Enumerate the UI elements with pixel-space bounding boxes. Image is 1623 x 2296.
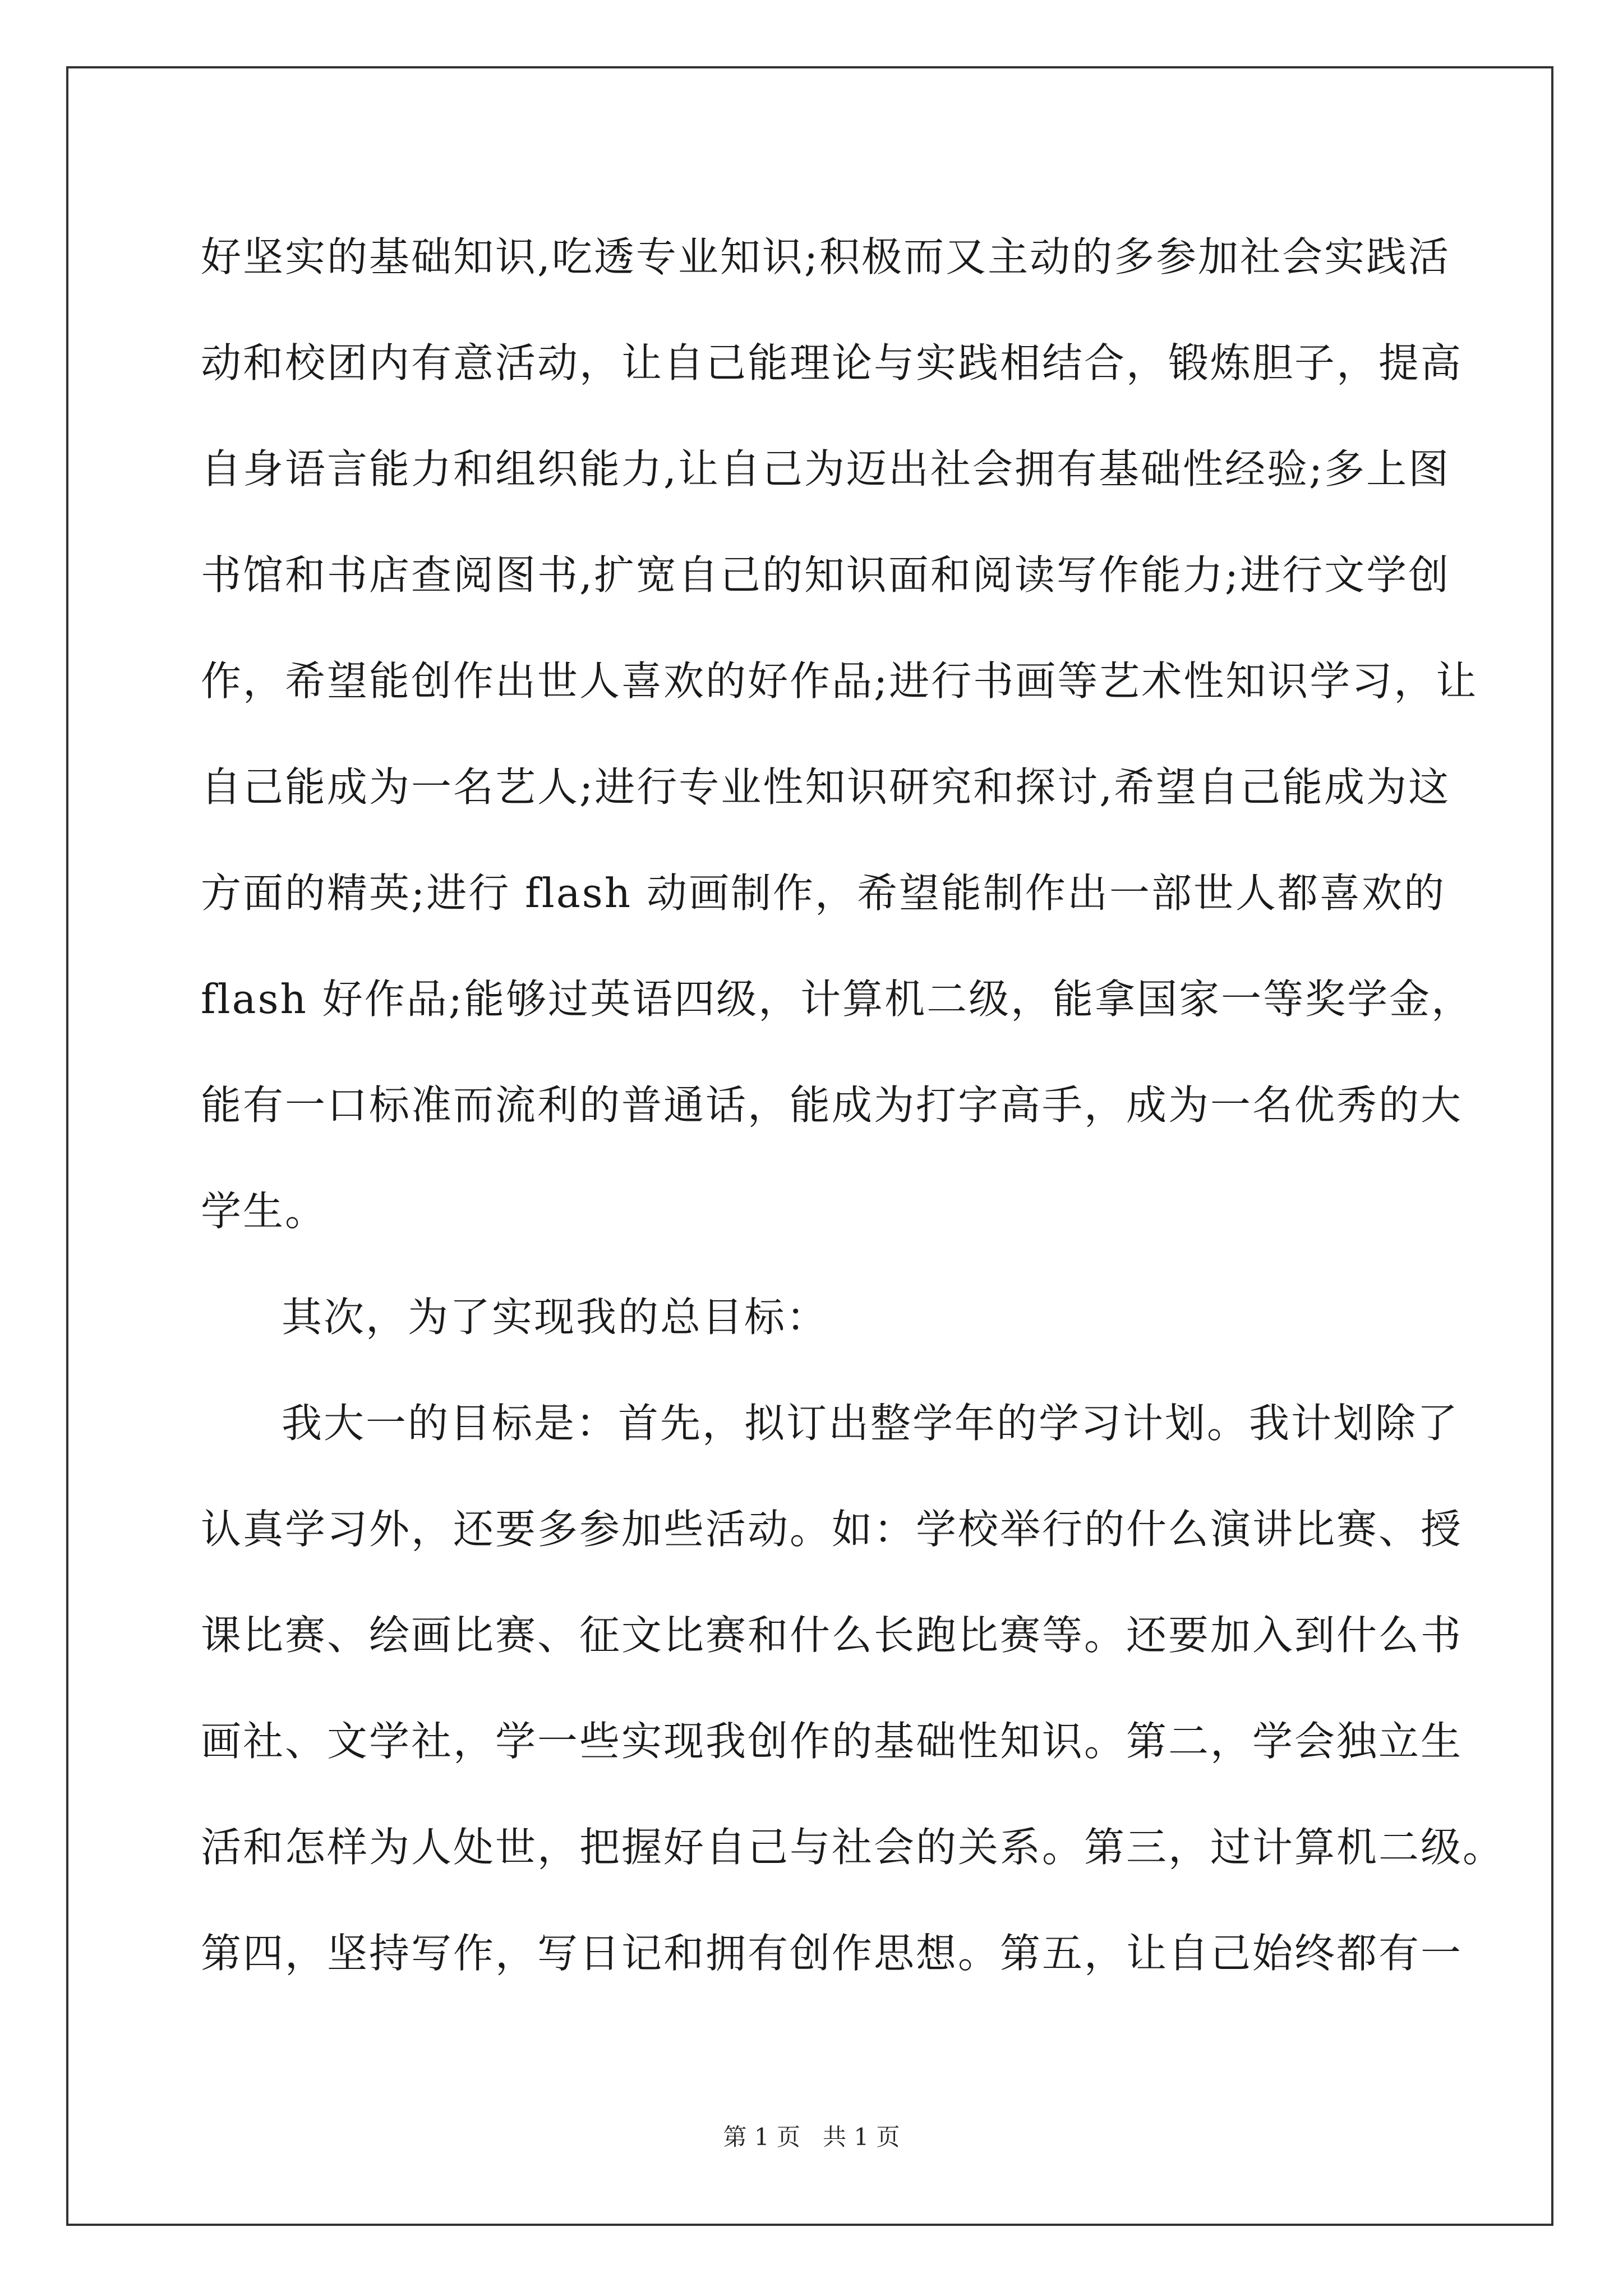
text-line: 课比赛、绘画比赛、征文比赛和什么长跑比赛等。还要加入到什么书 (201, 1612, 1463, 1659)
text-line: 活和怎样为人处世，把握好自己与社会的关系。第三，过计算机二级。 (201, 1824, 1505, 1871)
text-line: flash 好作品;能够过英语四级，计算机二级，能拿国家一等奖学金， (201, 976, 1474, 1023)
text-line: 画社、文学社，学一些实现我创作的基础性知识。第二，学会独立生 (201, 1718, 1463, 1765)
page-total: 共 1 页 (823, 2123, 900, 2151)
text-line: 学生。 (201, 1188, 328, 1235)
text-line: 自身语言能力和组织能力,让自己为迈出社会拥有基础性经验;多上图 (201, 445, 1451, 493)
paragraph-start-line: 我大一的目标是：首先，拟订出整学年的学习计划。我计划除了 (282, 1400, 1460, 1447)
text-line: 书馆和书店查阅图书,扩宽自己的知识面和阅读写作能力;进行文学创 (201, 551, 1451, 599)
text-line: 作，希望能创作出世人喜欢的好作品;进行书画等艺术性知识学习，让 (201, 657, 1478, 705)
text-line: 认真学习外，还要多参加些活动。如：学校举行的什么演讲比赛、授 (201, 1506, 1463, 1553)
paragraph-start-line: 其次，为了实现我的总目标： (282, 1294, 829, 1341)
text-line: 能有一口标准而流利的普通话，能成为打字高手，成为一名优秀的大 (201, 1082, 1463, 1129)
text-line: 自己能成为一名艺人;进行专业性知识研究和探讨,希望自己能成为这 (201, 763, 1451, 811)
text-line: 动和校团内有意活动，让自己能理论与实践相结合，锻炼胆子，提高 (201, 339, 1463, 386)
document-body (201, 204, 1507, 2007)
text-line: 第四，坚持写作，写日记和拥有创作思想。第五，让自己始终都有一 (201, 1930, 1463, 1977)
text-line: 方面的精英;进行 flash 动画制作，希望能制作出一部世人都喜欢的 (201, 869, 1446, 917)
text-line: 好坚实的基础知识,吃透专业知识;积极而又主动的多参加社会实践活 (201, 233, 1451, 280)
page-footer (0, 2120, 1623, 2154)
page-number: 第 1 页 (723, 2123, 800, 2151)
